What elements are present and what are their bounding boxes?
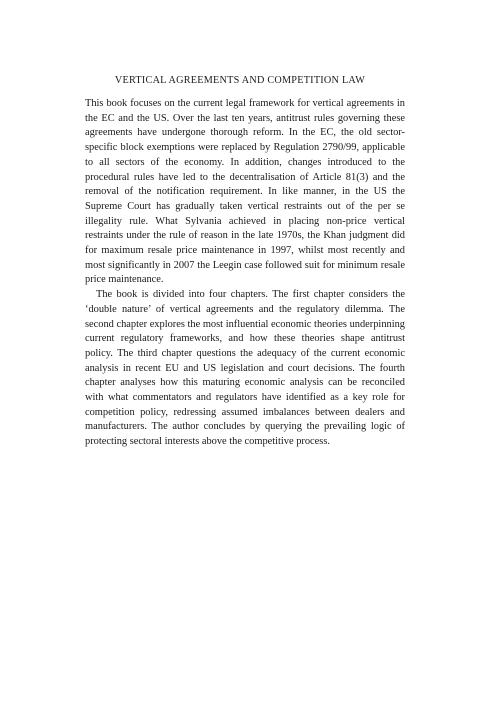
body-text [85, 97, 405, 450]
paragraph-1: This book focuses on the current legal framework for vertical agreements in the EC and the US. Over the last ten years, antitrust rules governing these agreements have undergone thorough reform. In the EC, the old sector-specific block exemptions were replaced by Regulation 2790/99, applicable to all sectors of the economy. In addition, changes introduced to the procedural rules have led to the decentralisation of Article 81(3) and the removal of the notification requirement. In like manner, in the US the Supreme Court has gradually taken vertical restraints out of the per se illegality rule. What Sylvania achieved in placing non-price vertical restraints under the rule of reason in the late 1970s, the Khan judgment did for maximum resale price maintenance in 1997, whilst most recently and most significantly in 2007 the Leegin case followed suit for minimum resale price maintenance. [85, 98, 405, 286]
page-heading: VERTICAL AGREEMENTS AND COMPETITION LAW [114, 75, 366, 86]
paragraph-2: The book is divided into four chapters. The first chapter considers the ‘double nature’ of vertical agreements and the regulatory dilemma. The second chapter explores the most influential economic theories underpinning current regulatory frameworks, and how these theories shape antitrust policy. The third chapter questions the adequacy of the current economic analysis in recent EU and US legislation and court decisions. The fourth chapter analyses how this maturing economic analysis can be reconciled with what commentators and regulators have identified as a key role for competition policy, redressing assumed imbalances between dealers and manufacturers. The author concludes by querying the prevailing logic of protecting sectoral interests above the competitive process. [85, 289, 405, 448]
